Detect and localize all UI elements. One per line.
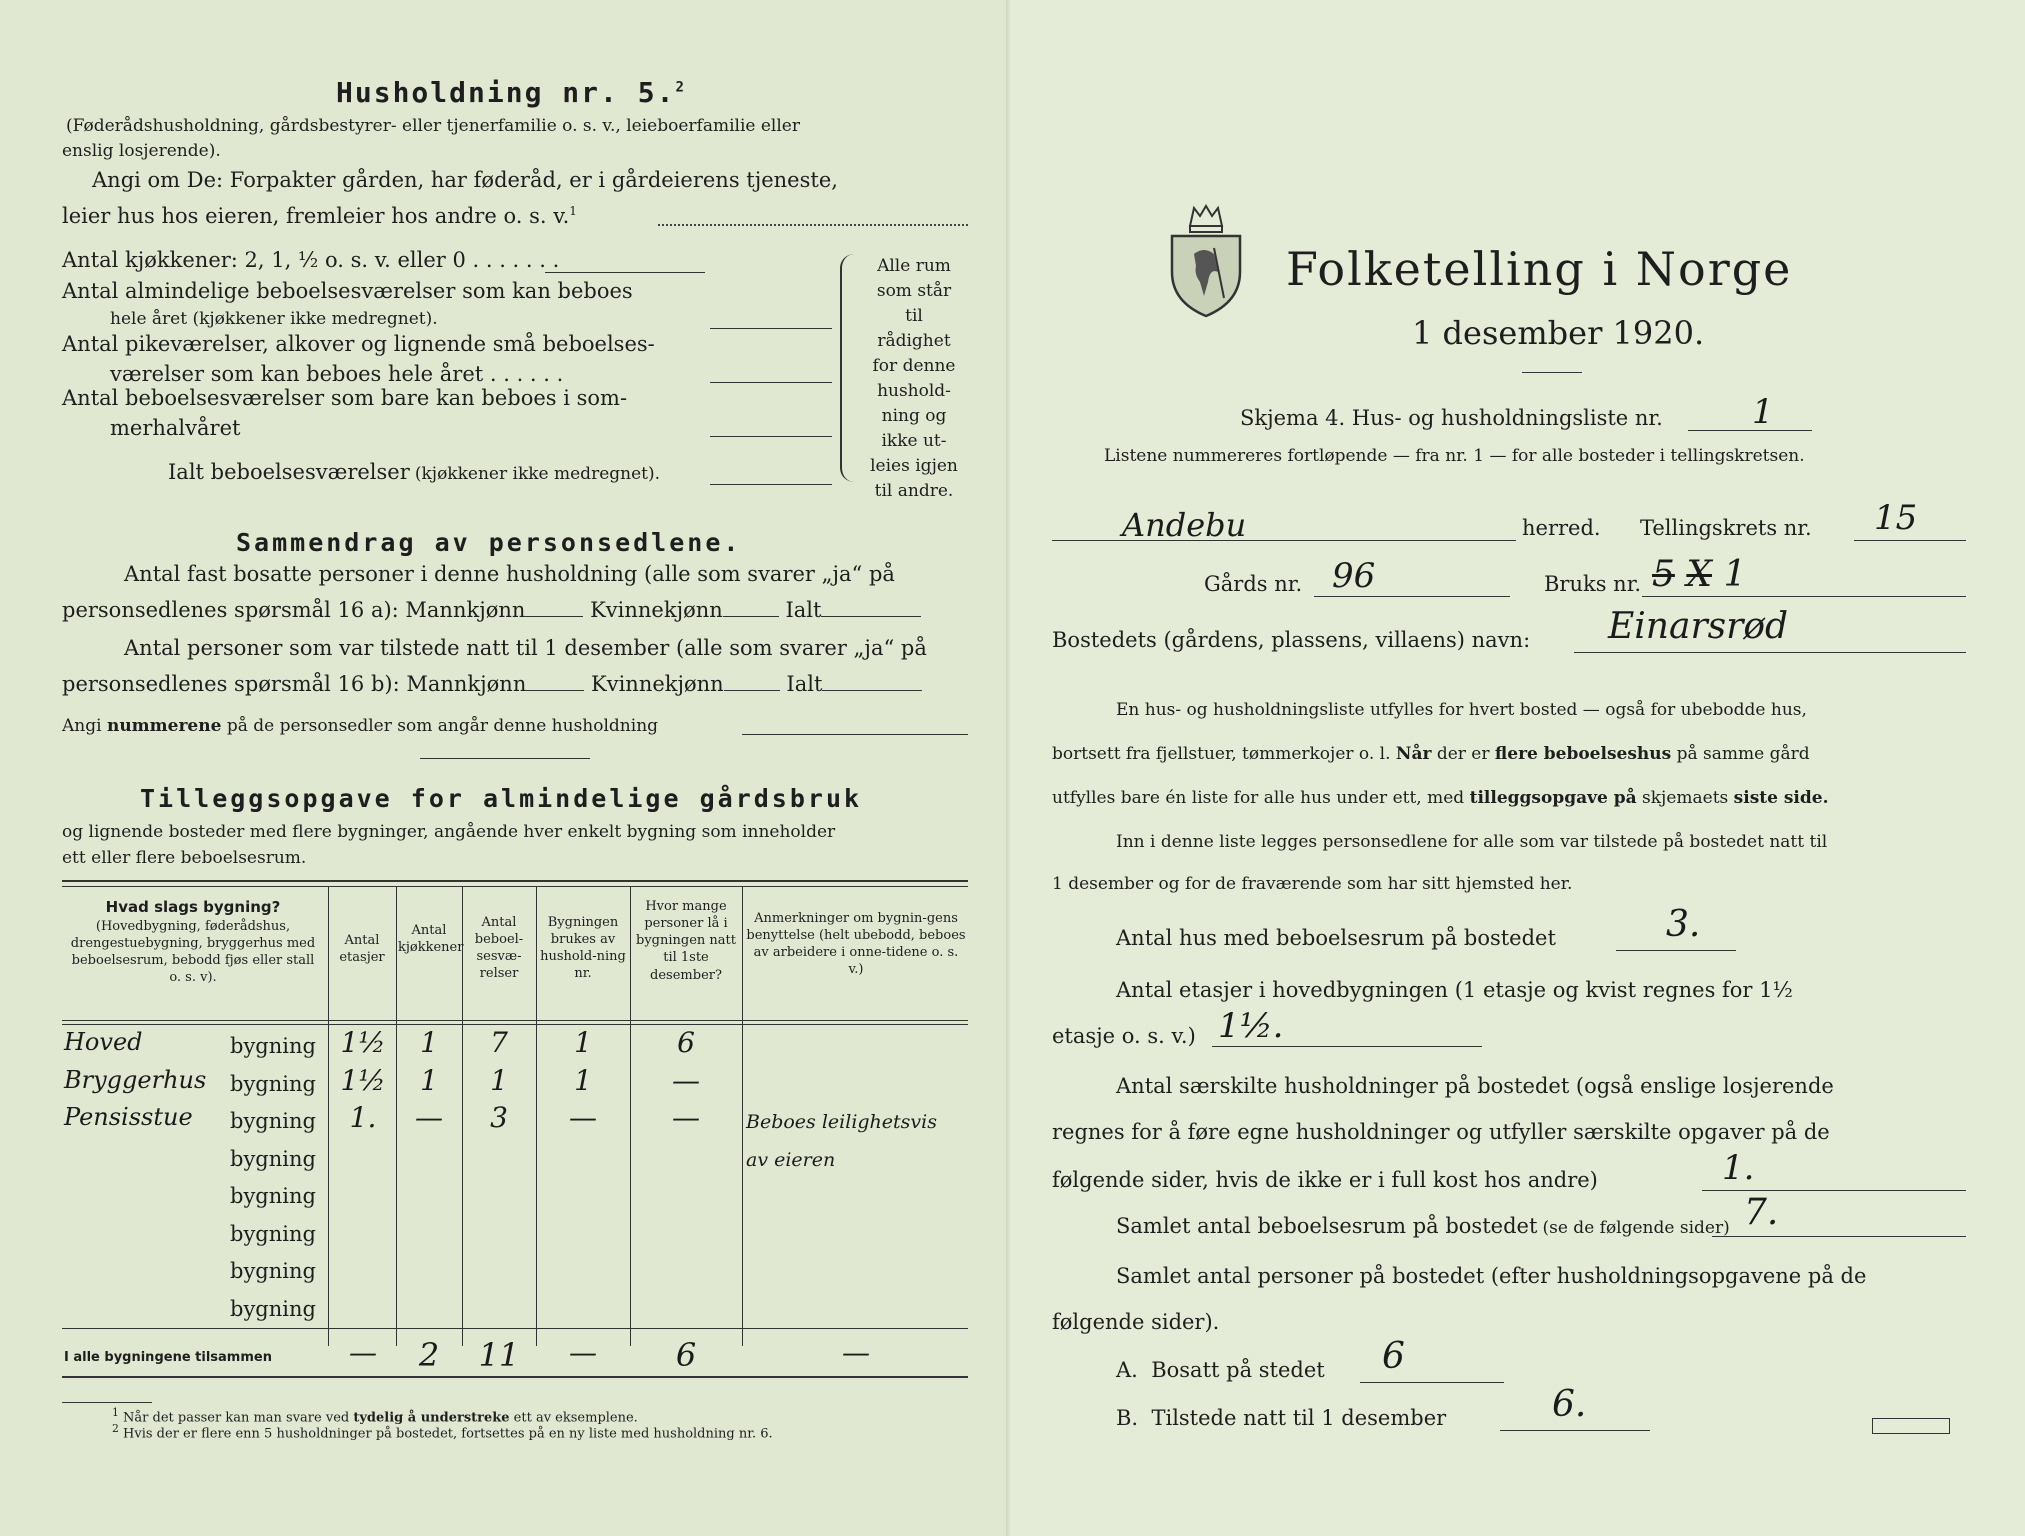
- header-type: Hvad slags bygning? (Hovedbygning, føderådshus, drengestuebygning, bryggerhus med beboelsesrum, bebodd fjøs eller stall o. s. v).: [70, 898, 316, 986]
- building-word: bygning: [230, 1221, 316, 1246]
- summary-p1a: Antal fast bosatte personer i denne husholdning (alle som svarer „ja“ på: [124, 562, 895, 586]
- schema-line-underline: [1688, 430, 1812, 431]
- cell-kitchens: 1: [420, 1026, 438, 1059]
- summary-title: Sammendrag av personsedlene.: [236, 528, 742, 557]
- cell-floors: 1.: [349, 1101, 377, 1134]
- table-top: [62, 880, 968, 882]
- header-bottom: [62, 1020, 968, 1021]
- q-floors-2: etasje o. s. v.): [1052, 1024, 1196, 1048]
- bosted-label: Bostedets (gårdens, plassens, villaens) navn:: [1052, 628, 1531, 652]
- total-top: [62, 1328, 968, 1329]
- household-title: Husholdning nr. 5.$^2$: [336, 76, 686, 109]
- q-rooms: Samlet antal beboelsesrum på bostedet (se de følgende sider): [1116, 1214, 1730, 1238]
- rooms-q2b: hele året (kjøkkener ikke medregnet).: [110, 309, 438, 329]
- table-row: [62, 1289, 968, 1327]
- herred-value: Andebu: [1122, 506, 1247, 544]
- q-rooms-value: 7.: [1744, 1192, 1779, 1233]
- table-row: [62, 1064, 968, 1102]
- q-a: A. Bosatt på stedet: [1116, 1358, 1325, 1382]
- bruks-label: Bruks nr.: [1544, 572, 1642, 596]
- bruks-value: 5 X 1: [1652, 554, 1747, 595]
- q-hh-2: regnes for å føre egne husholdninger og utfyller særskilte opgaver på de: [1052, 1120, 1830, 1144]
- q-b-value: 6.: [1552, 1384, 1587, 1425]
- divider: [420, 758, 590, 759]
- cell-rooms: 3: [490, 1101, 508, 1134]
- krets-label: Tellingskrets nr.: [1640, 516, 1812, 540]
- q-persons-1: Samlet antal personer på bostedet (efter husholdningsopgavene på de: [1116, 1264, 1867, 1288]
- coat-of-arms-icon: [1164, 202, 1248, 320]
- instr-3: utfylles bare én liste for alle hus under ett, med tilleggsopgave på skjemaets siste side.: [1052, 788, 1829, 808]
- rooms-q1: Antal kjøkkener: 2, 1, ½ o. s. v. eller 0 . . . . . . .: [62, 248, 560, 272]
- gards-label: Gårds nr.: [1204, 572, 1303, 596]
- header-bottom-2: [62, 1024, 968, 1025]
- title-divider: [1522, 372, 1582, 373]
- numbers-line-underline: [742, 734, 968, 735]
- header-remarks: Anmerkninger om bygnin-gens benyttelse (helt ubebodd, beboes av arbeidere i onne-tidene o. s. v.): [746, 911, 966, 978]
- household-note-2: enslig losjerende).: [62, 141, 221, 161]
- krets-value: 15: [1874, 498, 1918, 538]
- header-persons: Hvor mange personer lå i bygningen natt til 1ste desember?: [636, 899, 736, 983]
- total-household: —: [569, 1336, 597, 1369]
- table-row: [62, 1101, 968, 1171]
- rooms-q3-line: [710, 382, 832, 383]
- header-kitchens: Antal kjøkkener: [398, 923, 464, 956]
- q-rooms-underline: [1712, 1236, 1966, 1237]
- footnote-divider: [62, 1402, 152, 1403]
- rooms-q2-line: [710, 328, 832, 329]
- cell-kitchens: 1: [420, 1063, 438, 1097]
- building-word: bygning: [230, 1071, 316, 1096]
- q-floors-value: 1½.: [1218, 1006, 1284, 1046]
- q-houses-underline: [1616, 950, 1736, 951]
- cell-floors: 1½: [340, 1063, 386, 1097]
- instr-4: Inn i denne liste legges personsedlene for alle som var tilstede på bostedet natt til: [1116, 832, 1828, 852]
- table-row: [62, 1214, 968, 1252]
- right-page: [1012, 0, 2025, 1536]
- table-row: [62, 1251, 968, 1289]
- cell-rooms: 7: [490, 1026, 508, 1059]
- side-note: Alle rum som står til rådighet for denne hushold- ning og ikke ut- leies igjen til andre.: [870, 256, 958, 501]
- question-answer-line: [658, 224, 968, 226]
- building-name: Bryggerhus: [64, 1065, 207, 1094]
- total-floors: —: [349, 1336, 377, 1369]
- rooms-q4b: merhalvåret: [110, 416, 241, 440]
- building-name: Hoved: [64, 1028, 143, 1056]
- header-rooms: Antal beboel-sesvæ-relser: [474, 915, 524, 982]
- building-word: bygning: [230, 1259, 316, 1283]
- q-floors-underline: [1212, 1046, 1482, 1047]
- cell-rooms: 1: [490, 1063, 508, 1097]
- cell-persons: —: [672, 1063, 700, 1097]
- rooms-q2a: Antal almindelige beboelsesværelser som kan beboes: [62, 279, 633, 303]
- rooms-q4-line: [710, 436, 832, 437]
- building-word: bygning: [230, 1296, 316, 1321]
- rooms-q1-line: [545, 272, 705, 273]
- question-line-1: Angi om De: Forpakter gården, har føderåd, er i gårdeierens tjeneste,: [92, 168, 838, 192]
- brace: [840, 254, 860, 482]
- question-line-2: leier hus hos eieren, fremleier hos andre o. s. v.$^1$: [62, 204, 577, 228]
- table-top-2: [62, 886, 968, 887]
- rooms-q4a: Antal beboelsesværelser som bare kan beboes i som-: [62, 386, 628, 410]
- q-hh-underline: [1702, 1190, 1966, 1191]
- instr-5: 1 desember og for de fraværende som har sitt hjemsted her.: [1052, 874, 1573, 894]
- table-bottom: [62, 1376, 968, 1378]
- building-word: bygning: [230, 1146, 316, 1171]
- herred-label: herred.: [1522, 516, 1601, 540]
- summary-p2b: personsedlenes spørsmål 16 b): Mannkjønn Kvinnekjønn Ialt: [62, 672, 922, 696]
- numbering-note: Listene nummereres fortløpende — fra nr. 1 — for alle bosteder i tellingskretsen.: [1104, 446, 1805, 466]
- summary-p2a: Antal personer som var tilstede natt til 1 desember (alle som svarer „ja“ på: [124, 636, 927, 660]
- form-title: Folketelling i Norge: [1286, 242, 1793, 296]
- total-remark: —: [842, 1336, 870, 1369]
- gards-underline: [1314, 596, 1510, 597]
- cell-kitchens: —: [415, 1101, 443, 1134]
- q-hh-3: følgende sider, hvis de ikke er i full kost hos andre): [1052, 1168, 1598, 1192]
- printer-stamp: [1872, 1418, 1950, 1434]
- q-hh-value: 1.: [1722, 1148, 1755, 1188]
- cell-floors: 1½: [340, 1026, 386, 1059]
- q-hh-1: Antal særskilte husholdninger på bostedet (også enslige losjerende: [1116, 1074, 1834, 1098]
- cell-persons: —: [672, 1101, 700, 1134]
- supplement-text-1: og lignende bosteder med flere bygninger, angående hver enkelt bygning som inneholder: [62, 822, 836, 842]
- gards-value: 96: [1332, 556, 1376, 596]
- cell-household: 1: [574, 1063, 592, 1097]
- building-name: Pensisstue: [64, 1103, 193, 1131]
- rooms-total: Ialt beboelsesværelser (kjøkkener ikke medregnet).: [168, 460, 661, 484]
- bruks-underline: [1642, 596, 1966, 597]
- rooms-q3b: værelser som kan beboes hele året . . . . . .: [110, 362, 564, 386]
- footnote-2: $^2$ Hvis der er flere enn 5 husholdninger på bostedet, fortsettes på en ny liste med husholdning nr. 6.: [112, 1422, 773, 1442]
- bosted-value: Einarsrød: [1608, 606, 1789, 647]
- total-label: I alle bygningene tilsammen: [64, 1350, 272, 1365]
- table-row: [62, 1176, 968, 1214]
- bosted-underline: [1574, 652, 1966, 653]
- rooms-total-line: [710, 484, 832, 485]
- q-b: B. Tilstede natt til 1 desember: [1116, 1406, 1447, 1430]
- schema-value: 1: [1752, 392, 1774, 432]
- building-word: bygning: [230, 1184, 316, 1208]
- q-houses: Antal hus med beboelsesrum på bostedet: [1116, 926, 1556, 950]
- household-note-1: (Føderådshusholdning, gårdsbestyrer- eller tjenerfamilie o. s. v., leieboerfamilie eller: [66, 116, 800, 136]
- schema-line: Skjema 4. Hus- og husholdningsliste nr.: [1240, 406, 1663, 430]
- building-word: bygning: [230, 1034, 316, 1058]
- cell-household: 1: [574, 1026, 592, 1059]
- table-row: [62, 1026, 968, 1064]
- herred-underline: [1052, 540, 1516, 541]
- krets-underline: [1854, 540, 1966, 541]
- instr-1: En hus- og husholdningsliste utfylles for hvert bosted — også for ubebodde hus,: [1116, 700, 1807, 720]
- q-persons-2: følgende sider).: [1052, 1310, 1220, 1334]
- cell-household: —: [569, 1101, 597, 1134]
- q-houses-value: 3.: [1666, 904, 1701, 945]
- left-page: [0, 0, 1012, 1536]
- header-household: Bygningen brukes av hushold-ning nr.: [540, 915, 626, 982]
- rooms-q3a: Antal pikeværelser, alkover og lignende små beboelses-: [62, 332, 655, 356]
- table-row: [62, 1139, 968, 1177]
- total-persons: 6: [675, 1336, 697, 1374]
- cell-remark: Beboes leilighetsvis av eieren: [746, 1111, 937, 1171]
- form-date: 1 desember 1920.: [1412, 314, 1705, 352]
- supplement-title: Tilleggsopgave for almindelige gårdsbruk: [140, 784, 863, 813]
- cell-persons: 6: [677, 1026, 695, 1059]
- total-kitchens: 2: [418, 1336, 440, 1374]
- supplement-text-2: ett eller flere beboelsesrum.: [62, 848, 307, 868]
- building-table: [62, 880, 968, 1378]
- header-floors: Antal etasjer: [339, 933, 385, 966]
- numbers-line: Angi nummerene på de personsedler som angår denne husholdning: [62, 716, 659, 736]
- footnote-1: $^1$ Når det passer kan man svare ved tydelig å understreke ett av eksemplene.: [112, 1406, 638, 1426]
- q-a-value: 6: [1382, 1336, 1405, 1377]
- q-floors-1: Antal etasjer i hovedbygningen (1 etasje og kvist regnes for 1½: [1116, 978, 1793, 1002]
- q-a-underline: [1360, 1382, 1504, 1383]
- building-word: bygning: [230, 1109, 316, 1133]
- instr-2: bortsett fra fjellstuer, tømmerkojer o. l. Når der er flere beboelseshus på samme gård: [1052, 744, 1810, 764]
- q-b-underline: [1500, 1430, 1650, 1431]
- total-rooms: 11: [478, 1336, 520, 1374]
- summary-p1b: personsedlenes spørsmål 16 a): Mannkjønn Kvinnekjønn Ialt: [62, 598, 921, 622]
